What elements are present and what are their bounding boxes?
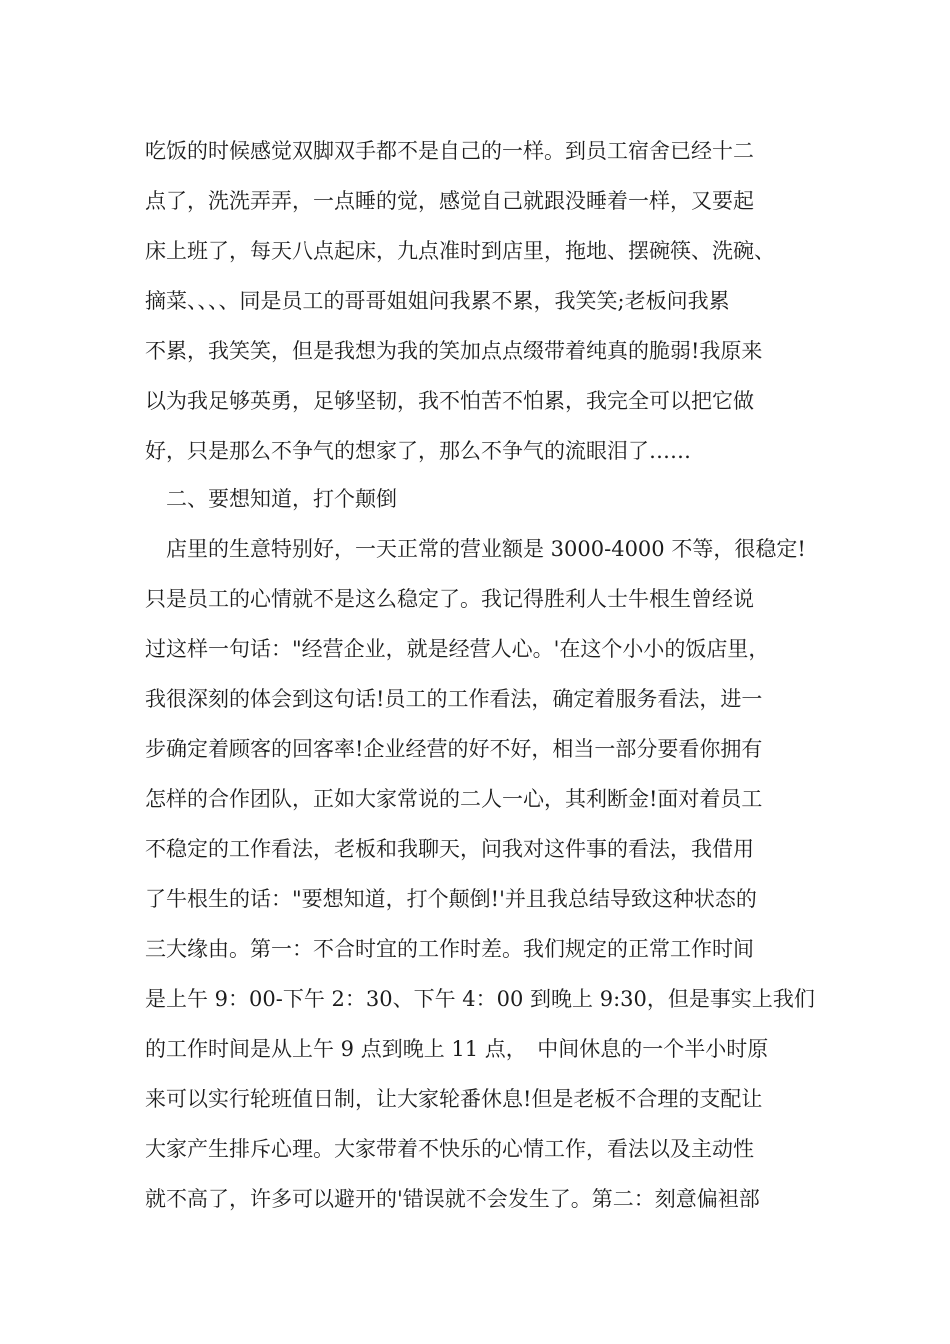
- text-line: 好，只是那么不争气的想家了，那么不争气的流眼泪了……: [145, 439, 691, 463]
- text-line: 三大缘由。第一：不合时宜的工作时差。我们规定的正常工作时间: [145, 937, 754, 961]
- text-line: 过这样一句话："经营企业，就是经营人心。'在这个小小的饭店里，: [145, 637, 770, 661]
- text-line: 只是员工的心情就不是这么稳定了。我记得胜利人士牛根生曾经说: [145, 587, 754, 611]
- text-line: 怎样的合作团队，正如大家常说的二人一心，其利断金!面对着员工: [145, 787, 763, 811]
- text-line: 是上午 9：00-下午 2：30、下午 4：00 到晚上 9:30，但是事实上我们: [145, 987, 815, 1011]
- text-line: 就不高了，许多可以避开的'错误就不会发生了。第二：刻意偏袒部: [145, 1187, 760, 1211]
- text-line: 床上班了，每天八点起床，九点准时到店里，拖地、摆碗筷、洗碗、: [145, 239, 775, 263]
- text-line: 不稳定的工作看法，老板和我聊天，问我对这件事的看法，我借用: [145, 837, 754, 861]
- text-line: 点了，洗洗弄弄，一点睡的觉，感觉自己就跟没睡着一样，又要起: [145, 189, 754, 213]
- text-line: 来可以实行轮班值日制，让大家轮番休息!但是老板不合理的支配让: [145, 1087, 763, 1111]
- text-line: 摘菜、、、、同是员工的哥哥姐姐问我累不累，我笑笑;老板问我累: [145, 289, 730, 313]
- text-line: 了牛根生的话："要想知道，打个颠倒!'并且我总结导致这种状态的: [145, 887, 757, 911]
- text-line: 大家产生排斥心理。大家带着不快乐的心情工作，看法以及主动性: [145, 1137, 754, 1161]
- text-line: 步确定着顾客的回客率!企业经营的好不好，相当一部分要看你拥有: [145, 737, 763, 761]
- text-line: 店里的生意特别好，一天正常的营业额是 3000-4000 不等，很稳定!: [166, 537, 806, 561]
- section-heading: 二、要想知道，打个颠倒: [166, 487, 397, 511]
- text-line: 的工作时间是从上午 9 点到晚上 11 点， 中间休息的一个半小时原: [145, 1037, 769, 1061]
- text-line: 我很深刻的体会到这句话!员工的工作看法，确定着服务看法，进一: [145, 687, 763, 711]
- text-line: 不累，我笑笑，但是我想为我的笑加点点缀带着纯真的脆弱!我原来: [145, 339, 763, 363]
- text-line: 吃饭的时候感觉双脚双手都不是自己的一样。到员工宿舍已经十二: [145, 139, 754, 163]
- text-line: 以为我足够英勇，足够坚韧，我不怕苦不怕累，我完全可以把它做: [145, 389, 754, 413]
